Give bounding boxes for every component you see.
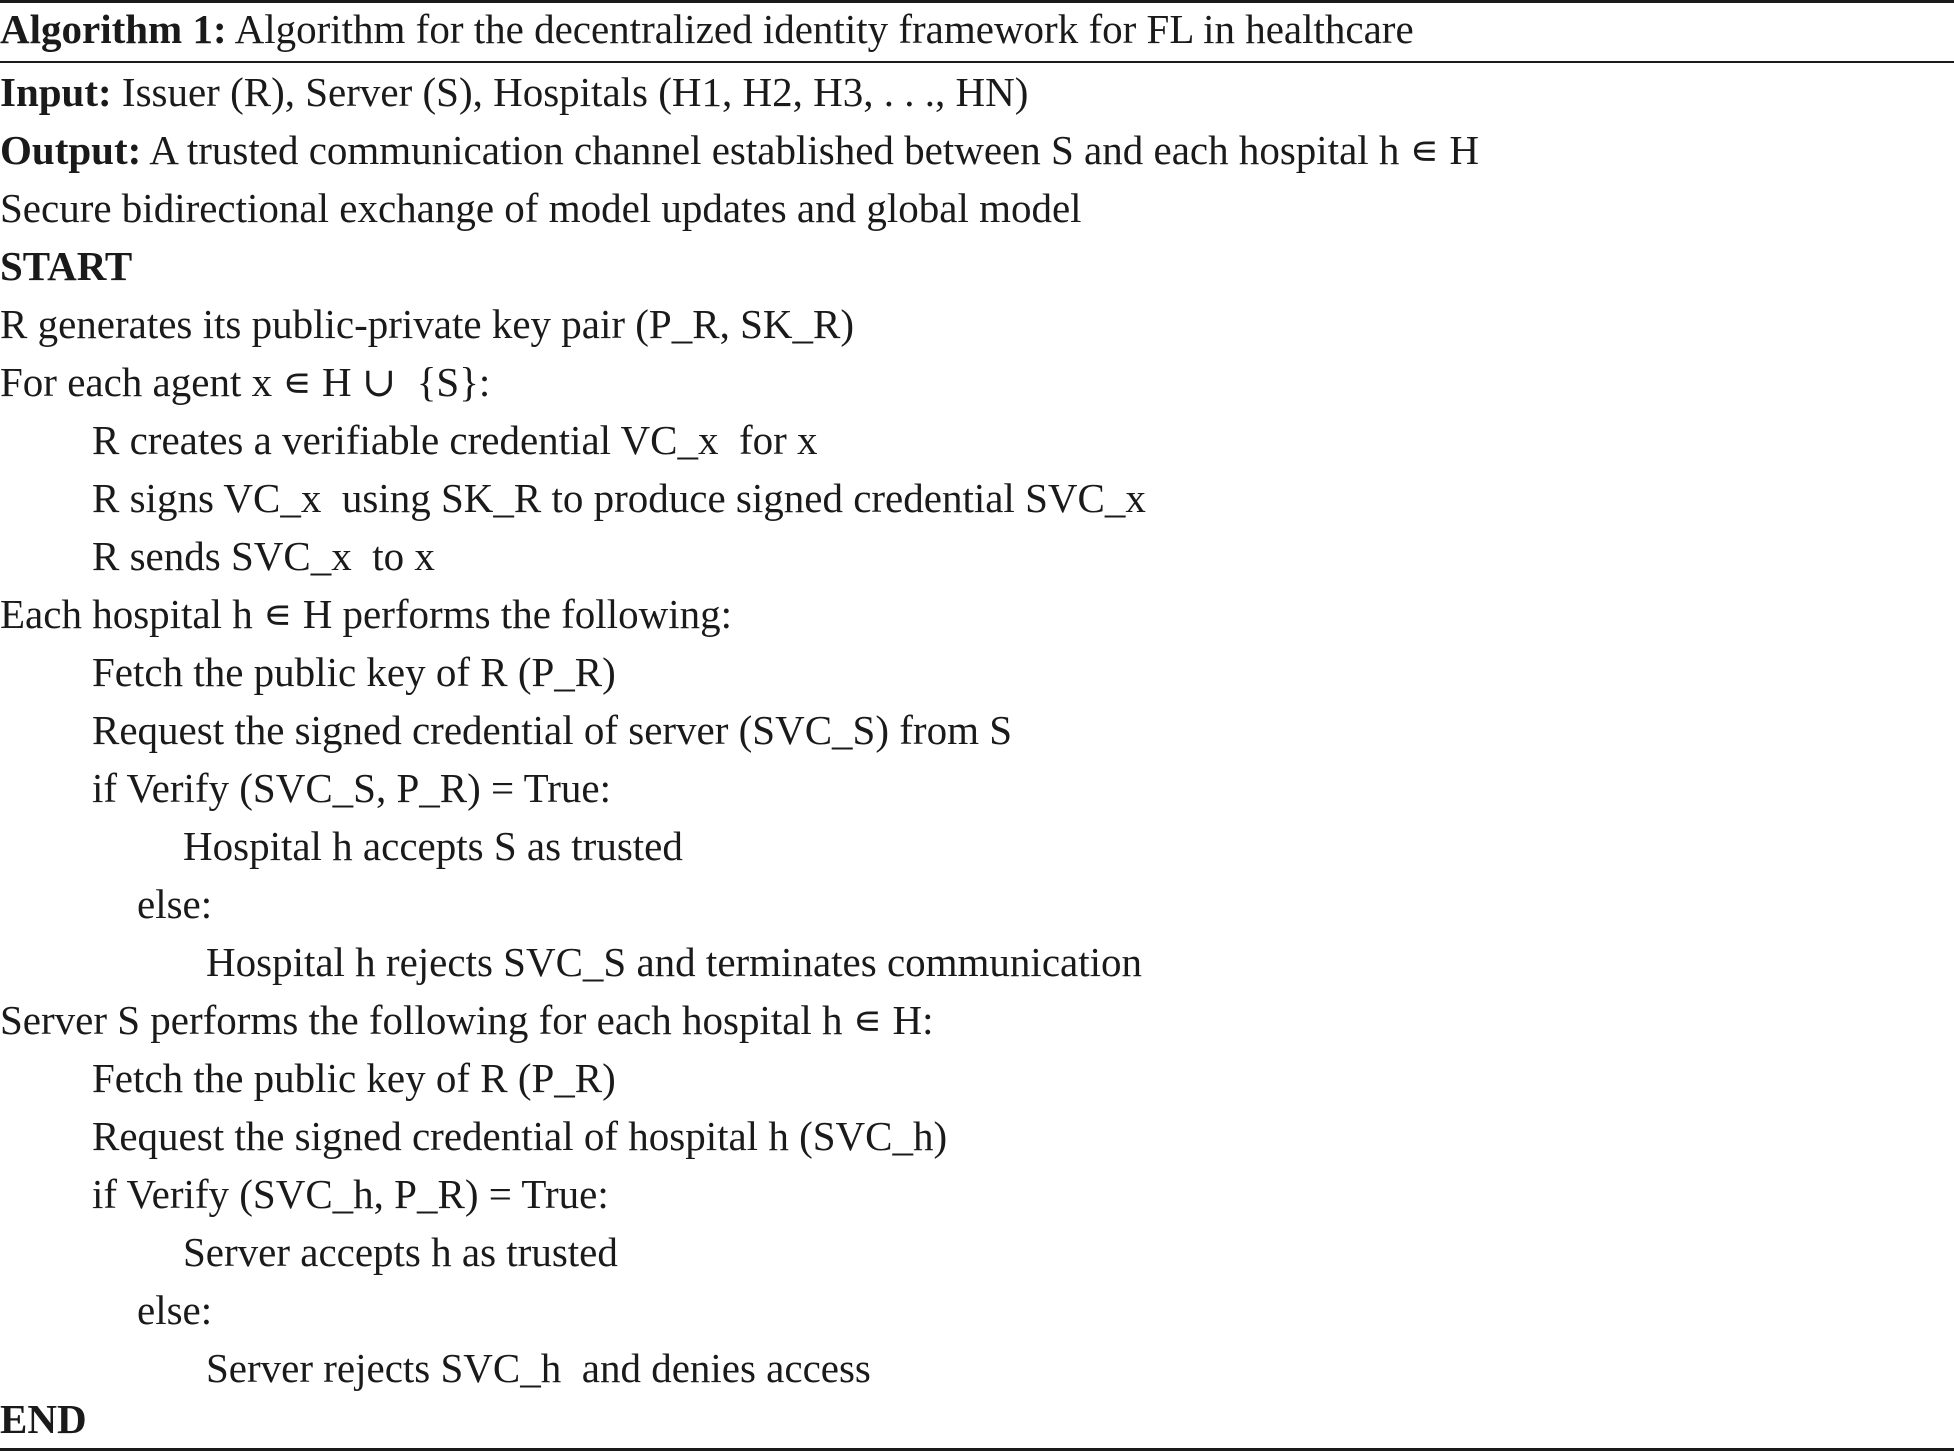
bottom-rule xyxy=(0,1448,1954,1451)
algorithm-label: Algorithm 1: xyxy=(0,6,227,52)
start-keyword: START xyxy=(0,243,133,289)
output-text: A trusted communication channel established between S and each hospital h ∊ H xyxy=(141,127,1479,173)
algorithm-step: R sends SVC_x to x xyxy=(92,533,435,579)
algorithm-step: R creates a verifiable credential VC_x for x xyxy=(92,417,818,463)
input-text: Issuer (R), Server (S), Hospitals (H1, H2, H3, . . ., HN) xyxy=(111,69,1029,115)
algorithm-step: Hospital h rejects SVC_S and terminates communication xyxy=(206,939,1142,985)
algorithm-step: Hospital h accepts S as trusted xyxy=(183,823,683,869)
algorithm-step: if Verify (SVC_h, P_R) = True: xyxy=(92,1171,609,1217)
algorithm-step: Request the signed credential of hospital h (SVC_h) xyxy=(92,1113,948,1159)
end-keyword: END xyxy=(0,1396,87,1442)
output-continuation: Secure bidirectional exchange of model updates and global model xyxy=(0,185,1082,231)
algorithm-step: Fetch the public key of R (P_R) xyxy=(92,649,616,695)
algorithm-step: Request the signed credential of server (SVC_S) from S xyxy=(92,707,1013,753)
algorithm-step: Each hospital h ∊ H performs the following: xyxy=(0,591,732,637)
input-line xyxy=(0,63,1028,121)
algorithm-step: Server rejects SVC_h and denies access xyxy=(206,1345,871,1391)
algorithm-step: Server S performs the following for each hospital h ∊ H: xyxy=(0,997,934,1043)
algorithm-step: else: xyxy=(137,1287,213,1333)
algorithm-step: if Verify (SVC_S, P_R) = True: xyxy=(92,765,612,811)
output-label: Output: xyxy=(0,127,142,173)
algorithm-step: else: xyxy=(137,881,213,927)
algorithm-title: Algorithm for the decentralized identity framework for FL in healthcare xyxy=(234,6,1414,52)
algorithm-step: R generates its public-private key pair (P_R, SK_R) xyxy=(0,301,854,347)
input-label: Input: xyxy=(0,69,112,115)
algorithm-step: Fetch the public key of R (P_R) xyxy=(92,1055,616,1101)
algorithm-caption xyxy=(0,0,1414,58)
algorithm-step: Server accepts h as trusted xyxy=(183,1229,618,1275)
output-line xyxy=(0,121,1479,179)
algorithm-step: For each agent x ∊ H ∪ {S}: xyxy=(0,359,491,405)
algorithm-step: R signs VC_x using SK_R to produce signed credential SVC_x xyxy=(92,475,1146,521)
